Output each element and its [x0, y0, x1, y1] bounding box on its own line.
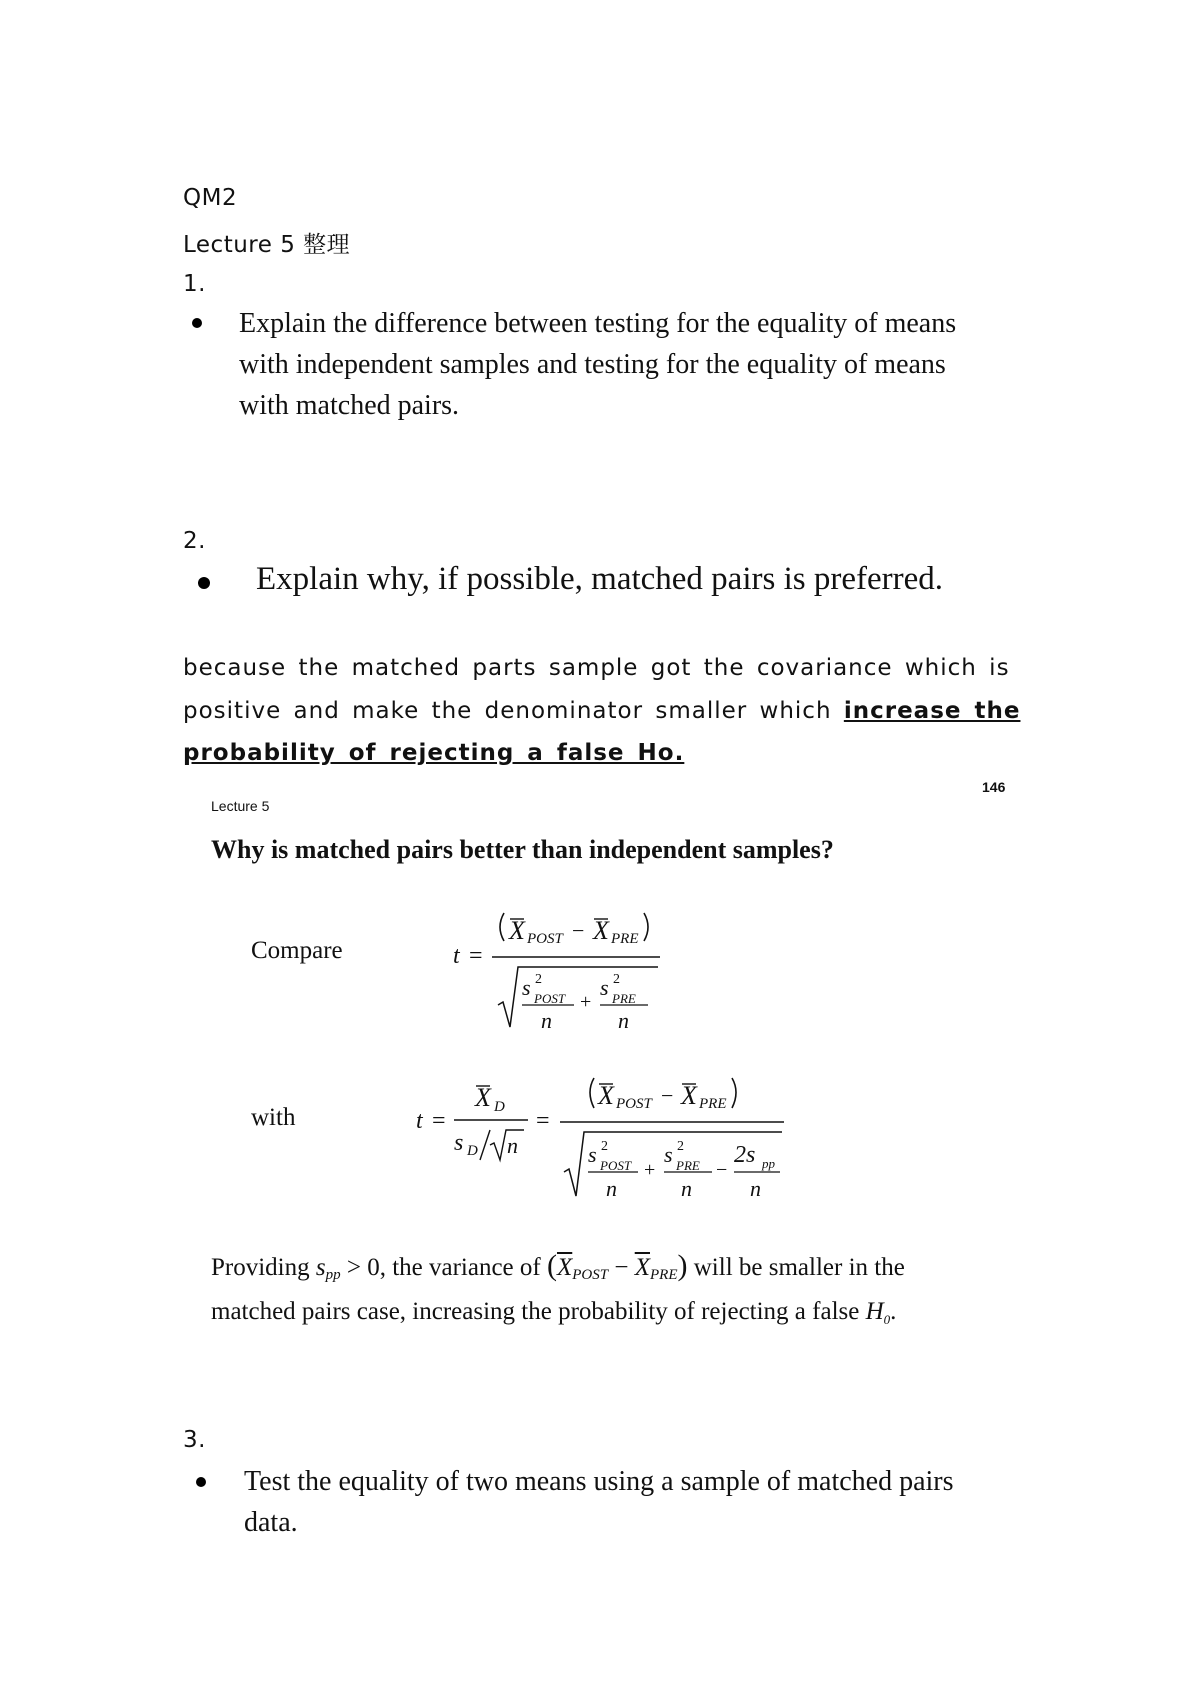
formula-s: s	[600, 975, 609, 1000]
lecture-title: Lecture 5 整理	[183, 232, 351, 258]
formula-sub-post: POST	[600, 1158, 632, 1173]
question-3-text	[244, 1461, 954, 1543]
formula-sub-d: D	[494, 1099, 505, 1115]
answer-text: positive and make the denominator smaller which	[183, 698, 844, 724]
formula-s: s	[588, 1142, 597, 1167]
question-3-line: data.	[244, 1507, 298, 1538]
math-x-bar: $\overline{X}$	[556, 1254, 573, 1281]
formula-n: n	[681, 1176, 692, 1201]
formula-square: 2	[535, 972, 542, 987]
answer-line-2	[183, 698, 1020, 724]
formula-sub-pre: PRE	[611, 931, 639, 947]
math-minus: −	[614, 1254, 629, 1281]
formula-sub-post: POST	[616, 1096, 652, 1112]
formula-n: n	[606, 1176, 617, 1201]
formula-equals: =	[469, 943, 483, 969]
math-s: s	[315, 1254, 326, 1281]
with-label: with	[251, 1104, 296, 1131]
question-1-number: 1.	[183, 271, 206, 297]
formula-matched	[410, 1070, 790, 1205]
bullet-icon	[192, 318, 202, 328]
formula-square: 2	[677, 1139, 684, 1154]
providing-text: will be smaller in the	[687, 1254, 905, 1281]
math-h: H	[865, 1298, 884, 1325]
formula-sub-post: POST	[527, 931, 563, 947]
formula-sub-d: D	[467, 1143, 478, 1159]
answer-emphasis: probability of rejecting a false Ho.	[183, 740, 685, 766]
formula-s: s	[664, 1142, 673, 1167]
formula-x-bar: X	[509, 916, 525, 945]
formula-minus: −	[661, 1083, 674, 1108]
slide-page-number: 146	[982, 779, 1006, 795]
providing-text: Providing	[211, 1254, 316, 1281]
formula-sub-pre: PRE	[612, 991, 636, 1006]
question-2-text: Explain why, if possible, matched pairs is preferred.	[256, 561, 943, 597]
formula-sub-post: POST	[534, 991, 566, 1006]
formula-n: n	[750, 1176, 761, 1201]
math-period: .	[890, 1298, 897, 1325]
math-paren: (	[546, 1249, 557, 1282]
formula-x-bar: X	[598, 1081, 614, 1110]
formula-sub-pre: PRE	[699, 1096, 727, 1112]
question-1-line: with independent samples and testing for the equality of means	[239, 349, 946, 380]
formula-sub-pp: pp	[762, 1156, 775, 1171]
question-1-text	[239, 303, 956, 426]
formula-plus: +	[580, 991, 592, 1013]
formula-n: n	[507, 1133, 518, 1158]
answer-line-1: because the matched parts sample got the covariance which is	[183, 655, 1010, 681]
formula-minus: −	[572, 918, 585, 943]
formula-s: s	[454, 1130, 464, 1156]
math-sub-post: POST	[572, 1267, 609, 1283]
math-sub-zero: 0	[883, 1312, 891, 1327]
math-sub-pp: pp	[325, 1267, 341, 1283]
question-3-number: 3.	[183, 1427, 206, 1453]
formula-equals: =	[536, 1108, 550, 1134]
formula-t: t	[416, 1108, 423, 1134]
question-1-line: Explain the difference between testing for the equality of means	[239, 308, 957, 339]
answer-line-3	[183, 740, 684, 766]
formula-two-s: 2s	[734, 1142, 756, 1168]
providing-text: matched pairs case, increasing the probability of rejecting a false	[211, 1298, 866, 1325]
formula-t: t	[453, 943, 460, 969]
providing-condition: > 0, the variance of	[346, 1254, 547, 1281]
bullet-icon	[196, 1477, 206, 1487]
course-title: QM2	[183, 185, 238, 211]
formula-independent	[448, 905, 678, 1035]
formula-minus: −	[716, 1159, 728, 1181]
formula-x-bar: X	[681, 1081, 697, 1110]
math-sub-pre: PRE	[650, 1267, 678, 1283]
bullet-icon	[198, 577, 210, 589]
providing-line-2	[211, 1288, 896, 1343]
formula-s: s	[522, 975, 531, 1000]
formula-square: 2	[613, 972, 620, 987]
formula-x-bar: X	[593, 916, 609, 945]
formula-x-bar: X	[475, 1083, 491, 1112]
slide-title: Why is matched pairs better than independent samples?	[211, 835, 834, 864]
slide-lecture-label: Lecture 5	[211, 798, 270, 814]
formula-sub-pre: PRE	[676, 1158, 700, 1173]
formula-n: n	[618, 1008, 629, 1033]
question-1-line: with matched pairs.	[239, 390, 460, 421]
math-x-bar: $\overline{X}$	[634, 1254, 650, 1281]
formula-plus: +	[644, 1159, 656, 1181]
formula-equals: =	[432, 1108, 446, 1134]
formula-square: 2	[601, 1139, 608, 1154]
compare-label: Compare	[251, 937, 343, 964]
math-paren: )	[677, 1249, 688, 1282]
question-3-line: Test the equality of two means using a sample of matched pairs	[244, 1466, 954, 1497]
formula-n: n	[541, 1008, 552, 1033]
question-2-number: 2.	[183, 528, 206, 554]
answer-emphasis: increase the	[843, 698, 1021, 724]
